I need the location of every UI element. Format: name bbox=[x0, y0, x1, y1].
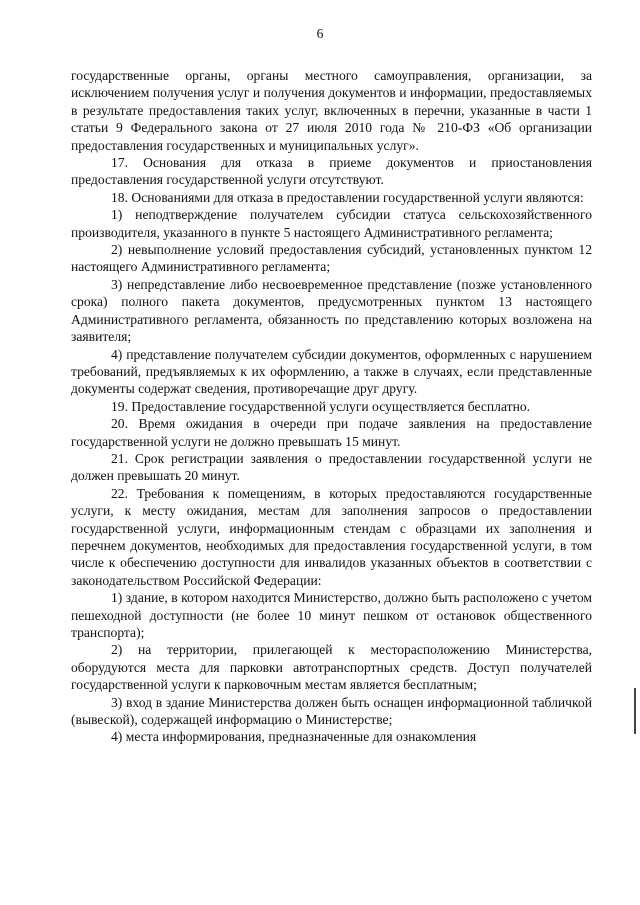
paragraph-22-subitem-2: 2) на территории, прилегающей к месторасположению Министерства, оборудуются места для парковки автотранспортных средств. Доступ получателей государственной услуги к парковочным местам является бесплатным; bbox=[71, 642, 592, 693]
paragraph-22-subitem-1: 1) здание, в котором находится Министерство, должно быть расположено с учетом пешеходной доступности (не более 10 минут пешком от остановок общественного транспорта); bbox=[71, 590, 592, 640]
paragraph-18-subitem-1: 1) неподтверждение получателем субсидии статуса сельскохозяйственного производителя, указанного в пункте 5 настоящего Административного регламента; bbox=[71, 207, 592, 240]
paragraph-item-22: 22. Требования к помещениям, в которых предоставляются государственные услуги, к месту ожидания, местам для заполнения запросов о предоставлении государственной услуги, информационным стендам с образцами их заполнения и перечнем документов, необходимых для предоставления государственной услуги, в том числе к обеспечению доступности для инвалидов указанных объектов в соответствии с законодательством Российской Федерации: bbox=[71, 485, 592, 588]
paragraph-18-subitem-4: 4) представление получателем субсидии документов, оформленных с нарушением требований, предъявляемых к их оформлению, а также в случаях, если представленные документы содержат сведения, противоречащие друг другу. bbox=[71, 346, 592, 397]
paragraph-item-19: 19. Предоставление государственной услуги осуществляется бесплатно. bbox=[111, 398, 531, 414]
document-body bbox=[71, 67, 592, 746]
paragraph-continuation: государственные органы, органы местного самоуправления, организации, за исключением получения услуг и получения документов и информации, предоставляемых в результате предоставления таких услуг, включенных в перечни, указанные в части 1 статьи 9 Федерального закона от 27 июля 2010 года № 210-ФЗ «Об организации предоставления государственных и муниципальных услуг». bbox=[71, 68, 592, 153]
paragraph-18-subitem-3: 3) непредставление либо несвоевременное представление (позже установленного срока) полного пакета документов, предусмотренных пунктом 13 настоящего Административного регламента, обязанность по представлению которых возложена на заявителя; bbox=[71, 276, 592, 345]
paragraph-item-17: 17. Основания для отказа в приеме документов и приостановления предоставления государственной услуги отсутствуют. bbox=[71, 155, 592, 188]
paragraph-item-20: 20. Время ожидания в очереди при подаче заявления на предоставление государственной услуги не должно превышать 15 минут. bbox=[71, 416, 592, 449]
paragraph-item-18: 18. Основаниями для отказа в предоставлении государственной услуги являются: bbox=[111, 189, 584, 205]
page-number: 6 bbox=[316, 26, 324, 41]
paragraph-item-21: 21. Срок регистрации заявления о предоставлении государственной услуги не должен превышать 20 минут. bbox=[71, 450, 592, 484]
paragraph-22-subitem-3: 3) вход в здание Министерства должен быть оснащен информационной табличкой (вывеской), содержащей информацию о Министерстве; bbox=[71, 694, 592, 728]
scan-edge-mark bbox=[634, 688, 636, 734]
paragraph-22-subitem-4: 4) места информирования, предназначенные для ознакомления bbox=[111, 729, 477, 745]
paragraph-18-subitem-2: 2) невыполнение условий предоставления субсидий, установленных пунктом 12 настоящего Административного регламента; bbox=[71, 242, 592, 275]
